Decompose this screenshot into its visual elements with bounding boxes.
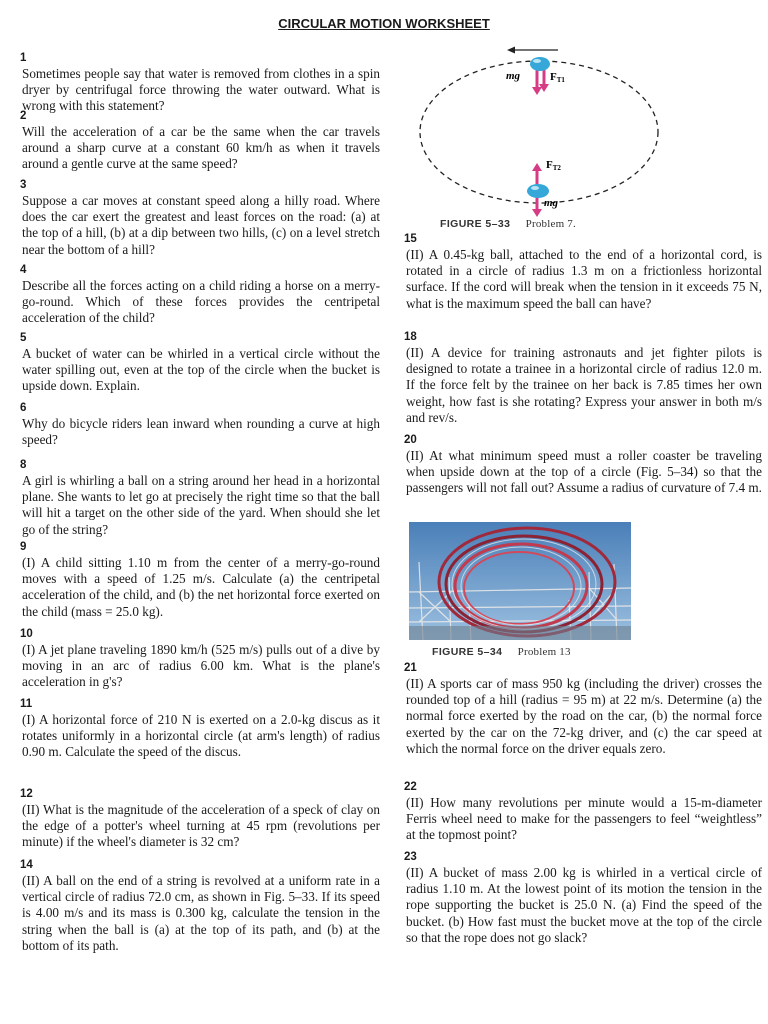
question-number: 2	[20, 110, 27, 122]
bottom-tension-label: FT2	[546, 159, 561, 172]
roller-coaster-photo	[409, 522, 631, 640]
question-number: 22	[404, 781, 417, 793]
question-number: 20	[404, 434, 417, 446]
figure-5-34-caption	[432, 646, 571, 658]
question-text: A bucket of water can be whirled in a vertical circle without the water spilling out, even at the top of the circle when the bucket is upside down. Explain.	[22, 346, 380, 394]
figure-problem-ref: Problem 13	[517, 646, 571, 658]
question-text: (II) A device for training astronauts and jet fighter pilots is designed to rotate a trainee in a horizontal circle of radius 12.0 m. If the force felt by the trainee on her back is 7.85 times her own weight, how fast is she rotating? Express your answer in both m/s and rev/s.	[406, 345, 762, 425]
question-2	[22, 110, 380, 173]
question-number: 5	[20, 332, 27, 344]
question-14	[22, 859, 380, 954]
question-6	[22, 402, 380, 448]
question-text: (I) A jet plane traveling 1890 km/h (525 m/s) pulls out of a dive by moving in an arc of radius 6.00 km. What is the plane's acceleration in g's?	[22, 642, 380, 690]
question-number: 10	[20, 628, 33, 640]
worksheet-title: CIRCULAR MOTION WORKSHEET	[278, 16, 490, 31]
question-3	[22, 179, 380, 258]
question-1	[22, 52, 380, 115]
question-text: (I) A horizontal force of 210 N is exerted on a 2.0-kg discus as it rotates uniformly in a horizontal circle (at arm's length) of radius 0.90 m. Calculate the speed of the discus.	[22, 712, 380, 760]
question-text: (II) A 0.45-kg ball, attached to the end of a horizontal cord, is rotated in a circle of radius 1.3 m on a frictionless horizontal surface. If the cord will break when the tension in it exceeds 75 N, what is the maximum speed the ball can have?	[406, 247, 762, 311]
figure-5-33-diagram	[410, 40, 670, 220]
question-number: 9	[20, 541, 27, 553]
question-number: 3	[20, 179, 27, 191]
question-4	[22, 264, 380, 327]
question-8	[22, 459, 380, 538]
question-text: (II) What is the magnitude of the acceleration of a speck of clay on the edge of a potter's wheel turning at 45 rpm (revolutions per minute) if the wheel's diameter is 32 cm?	[22, 802, 380, 850]
question-number: 6	[20, 402, 27, 414]
question-text: (II) A sports car of mass 950 kg (including the driver) crosses the rounded top of a hill (radius = 95 m) at 22 m/s. Determine (a) the normal force exerted by the road on the car, (b) the normal force exerted by the car on the 72-kg driver, and (c) the car speed at which the normal force on the driver equals zero.	[406, 676, 762, 756]
question-text: (II) At what minimum speed must a roller coaster be traveling when upside down at the top of a circle (Fig. 5–34) so that the passengers will not fall out? Assume a radius of curvature of 7.4 m.	[406, 448, 762, 496]
question-text: Will the acceleration of a car be the same when the car travels around a sharp curve at a constant 60 km/h as when it travels around a gentle curve at the same speed?	[22, 124, 380, 172]
top-weight-label: mg	[506, 70, 521, 82]
question-text: Describe all the forces acting on a child riding a horse on a merry-go-round. Which of these forces provides the centripetal acceleration of the child?	[22, 278, 380, 326]
question-text: (II) A ball on the end of a string is revolved at a uniform rate in a vertical circle of radius 72.0 cm, as shown in Fig. 5–33. If its speed is 4.00 m/s and its mass is 0.300 kg, calculate the tension in the string when the ball is (a) at the top of its path, and (b) at the bottom of its path.	[22, 873, 380, 953]
top-tension-label: FT1	[550, 71, 565, 84]
question-number: 11	[20, 698, 33, 710]
direction-arrow-icon	[507, 47, 558, 54]
figure-5-33-caption	[440, 218, 576, 230]
figure-label: FIGURE 5–34	[432, 646, 503, 658]
question-number: 21	[404, 662, 417, 674]
question-number: 15	[404, 233, 417, 245]
question-22	[406, 781, 762, 844]
question-text: (II) How many revolutions per minute would a 15-m-diameter Ferris wheel need to make for the passengers to feel “weightless” at the topmost point?	[406, 795, 762, 843]
question-20	[406, 434, 762, 497]
question-text: Sometimes people say that water is removed from clothes in a spin dryer by centrifugal force throwing the water outward. What is wrong with this statement?	[22, 66, 380, 114]
question-10	[22, 628, 380, 691]
question-18	[406, 331, 762, 426]
question-23	[406, 851, 762, 946]
question-12	[22, 788, 380, 851]
question-9	[22, 541, 380, 620]
figure-label: FIGURE 5–33	[440, 218, 511, 230]
circular-path	[420, 61, 658, 203]
bottom-weight-label: mg	[544, 197, 559, 209]
question-text: Why do bicycle riders lean inward when rounding a curve at high speed?	[22, 416, 380, 448]
question-number: 8	[20, 459, 27, 471]
question-text: (II) A bucket of mass 2.00 kg is whirled in a vertical circle of radius 1.10 m. At the lowest point of its motion the tension in the rope supporting the bucket is 25.0 N. (a) Find the speed of the bucket. (b) How fast must the bucket move at the top of the circle so that the rope does not go slack?	[406, 865, 762, 945]
question-text: A girl is whirling a ball on a string around her head in a horizontal plane. She wants to let go at precisely the right time so that the ball will hit a target on the other side of the yard. When should she let go of the string?	[22, 473, 380, 537]
question-number: 23	[404, 851, 417, 863]
question-number: 18	[404, 331, 417, 343]
question-number: 12	[20, 788, 33, 800]
question-21	[406, 662, 762, 757]
question-15	[406, 233, 762, 312]
question-text: Suppose a car moves at constant speed along a hilly road. Where does the car exert the greatest and least forces on the road: (a) at the top of a hill, (b) at a dip between two hills, (c) on a level stretch near the bottom of a hill?	[22, 193, 380, 257]
question-number: 4	[20, 264, 27, 276]
figure-problem-ref: Problem 7.	[525, 218, 576, 230]
question-11	[22, 698, 380, 761]
question-5	[22, 332, 380, 395]
question-number: 14	[20, 859, 33, 871]
question-number: 1	[20, 52, 27, 64]
top-ball	[530, 57, 550, 95]
question-text: (I) A child sitting 1.10 m from the center of a merry-go-round moves with a speed of 1.25 m/s. Calculate (a) the centripetal acceleration of the child, and (b) the net horizontal force exerted on the child (mass = 25.0 kg).	[22, 555, 380, 619]
